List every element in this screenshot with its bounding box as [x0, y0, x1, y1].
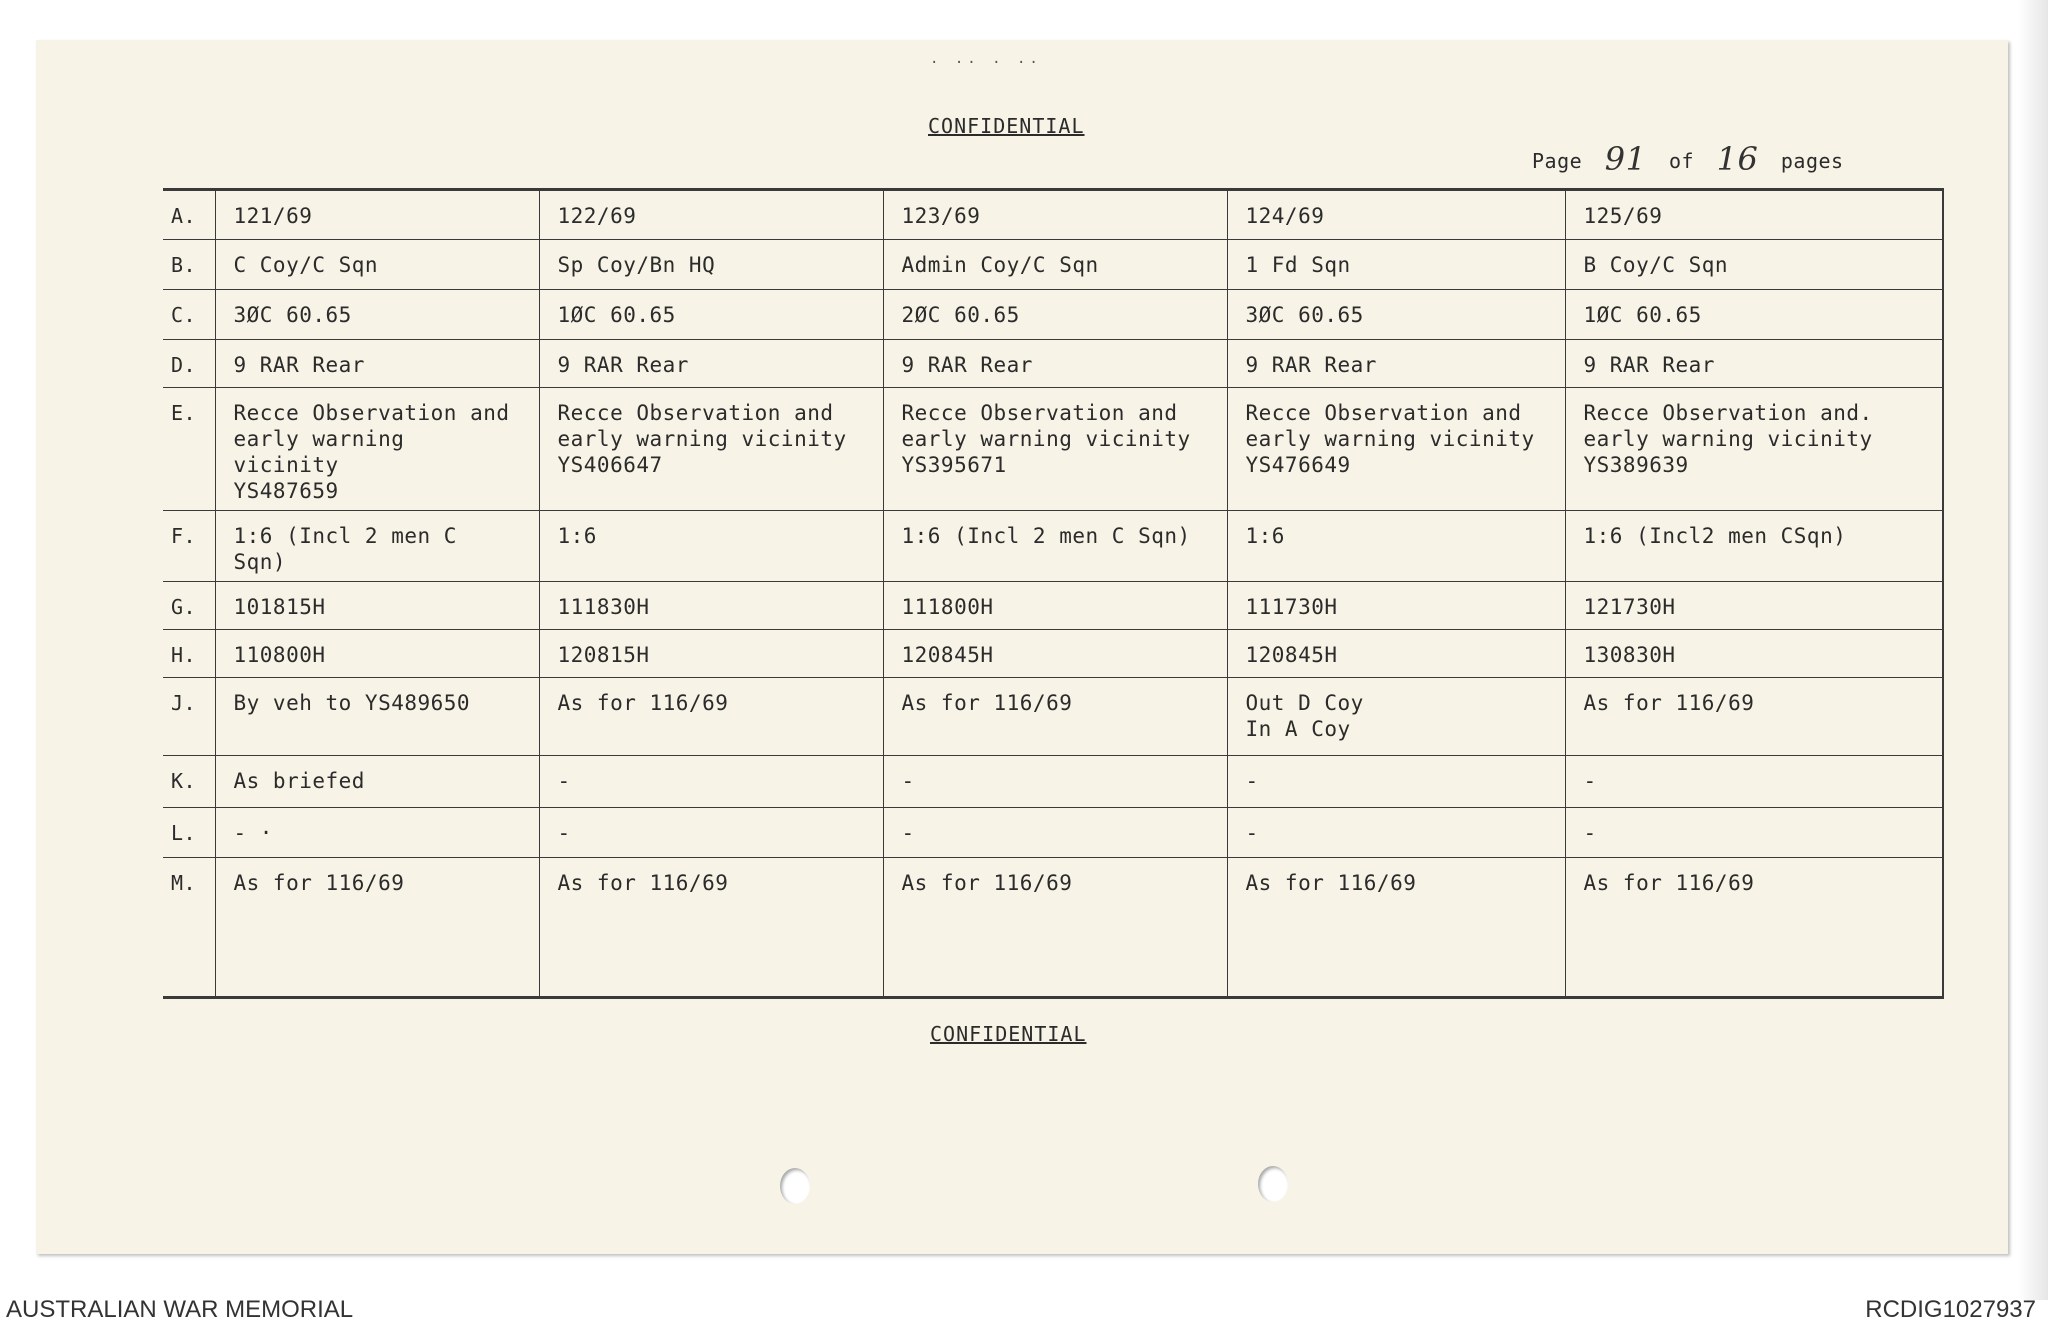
- serials-table: [163, 188, 1944, 999]
- row-label: J.: [163, 678, 215, 756]
- table-row: [163, 582, 1943, 630]
- classification-bottom: CONFIDENTIAL: [930, 1022, 1087, 1046]
- archive-id: RCDIG1027937: [1865, 1296, 2036, 1323]
- row-label: L.: [163, 808, 215, 858]
- table-cell: -: [539, 756, 883, 808]
- table-row: [163, 808, 1943, 858]
- page-edge: [2018, 0, 2048, 1300]
- table-cell: Recce Observation and early warning vicinity YS395671: [883, 388, 1227, 511]
- table-row: [163, 388, 1943, 511]
- table-cell: Recce Observation and. early warning vicinity YS389639: [1565, 388, 1943, 511]
- row-label: C.: [163, 290, 215, 340]
- table-row: [163, 756, 1943, 808]
- punch-hole-right: [1258, 1166, 1288, 1202]
- row-label: H.: [163, 630, 215, 678]
- page-indicator: [1532, 138, 1844, 176]
- table-cell: 1:6 (Incl 2 men C Sqn): [215, 511, 539, 582]
- page-prefix: Page: [1532, 149, 1583, 173]
- table-cell: 9 RAR Rear: [539, 340, 883, 388]
- table-cell: 3ØC 60.65: [1227, 290, 1565, 340]
- table-cell: 1ØC 60.65: [1565, 290, 1943, 340]
- punch-hole-left: [780, 1168, 810, 1204]
- table-cell: 111830H: [539, 582, 883, 630]
- table-cell: Admin Coy/C Sqn: [883, 240, 1227, 290]
- table-cell: 9 RAR Rear: [215, 340, 539, 388]
- table-cell: 125/69: [1565, 190, 1943, 240]
- table-cell: As for 116/69: [215, 858, 539, 998]
- table-cell: Out D Coy In A Coy: [1227, 678, 1565, 756]
- table-cell: - ·: [215, 808, 539, 858]
- table-row: [163, 240, 1943, 290]
- table-cell: 110800H: [215, 630, 539, 678]
- table-cell: 130830H: [1565, 630, 1943, 678]
- row-label: E.: [163, 388, 215, 511]
- table-cell: As for 116/69: [1227, 858, 1565, 998]
- table-cell: As for 116/69: [1565, 858, 1943, 998]
- table-row: [163, 190, 1943, 240]
- table-cell: -: [1227, 808, 1565, 858]
- row-label: D.: [163, 340, 215, 388]
- page-number: 91: [1604, 140, 1647, 178]
- row-label: F.: [163, 511, 215, 582]
- classification-top: CONFIDENTIAL: [928, 114, 1085, 138]
- table-cell: B Coy/C Sqn: [1565, 240, 1943, 290]
- table-cell: 121/69: [215, 190, 539, 240]
- table-cell: 120815H: [539, 630, 883, 678]
- table-cell: 1ØC 60.65: [539, 290, 883, 340]
- table-cell: Recce Observation and early warning vicinity YS487659: [215, 388, 539, 511]
- table-cell: 101815H: [215, 582, 539, 630]
- page-suffix: pages: [1780, 149, 1844, 173]
- table-cell: 122/69: [539, 190, 883, 240]
- table-cell: C Coy/C Sqn: [215, 240, 539, 290]
- table-row: [163, 511, 1943, 582]
- table-cell: -: [539, 808, 883, 858]
- table-cell: -: [1565, 808, 1943, 858]
- row-label: G.: [163, 582, 215, 630]
- table-cell: Recce Observation and early warning vicinity YS476649: [1227, 388, 1565, 511]
- table-cell: 1:6 (Incl 2 men C Sqn): [883, 511, 1227, 582]
- table-cell: 111800H: [883, 582, 1227, 630]
- table-cell: 1:6 (Incl2 men CSqn): [1565, 511, 1943, 582]
- table-cell: 9 RAR Rear: [1227, 340, 1565, 388]
- row-label: B.: [163, 240, 215, 290]
- table-cell: Sp Coy/Bn HQ: [539, 240, 883, 290]
- table-cell: 9 RAR Rear: [883, 340, 1227, 388]
- row-label: A.: [163, 190, 215, 240]
- table-cell: -: [1227, 756, 1565, 808]
- table-cell: 123/69: [883, 190, 1227, 240]
- table-cell: 2ØC 60.65: [883, 290, 1227, 340]
- table-cell: As briefed: [215, 756, 539, 808]
- table-cell: 9 RAR Rear: [1565, 340, 1943, 388]
- table-cell: 1:6: [539, 511, 883, 582]
- table-row: [163, 290, 1943, 340]
- table-row: [163, 858, 1943, 998]
- table-row: [163, 678, 1943, 756]
- table-cell: 111730H: [1227, 582, 1565, 630]
- page-total: 16: [1716, 140, 1759, 178]
- table-row: [163, 340, 1943, 388]
- table-cell: -: [883, 756, 1227, 808]
- table-row: [163, 630, 1943, 678]
- table-cell: -: [883, 808, 1227, 858]
- row-label: K.: [163, 756, 215, 808]
- table-cell: By veh to YS489650: [215, 678, 539, 756]
- table-cell: 124/69: [1227, 190, 1565, 240]
- top-marks: · ·· · ··: [930, 55, 1042, 71]
- table-cell: As for 116/69: [883, 678, 1227, 756]
- row-label: M.: [163, 858, 215, 998]
- table-cell: 3ØC 60.65: [215, 290, 539, 340]
- table-cell: 121730H: [1565, 582, 1943, 630]
- table-cell: Recce Observation and early warning vicinity YS406647: [539, 388, 883, 511]
- table-cell: 1:6: [1227, 511, 1565, 582]
- page-of: of: [1668, 149, 1695, 173]
- table-cell: As for 116/69: [539, 858, 883, 998]
- table-cell: As for 116/69: [1565, 678, 1943, 756]
- archive-name: AUSTRALIAN WAR MEMORIAL: [6, 1296, 354, 1323]
- table-cell: As for 116/69: [539, 678, 883, 756]
- table-cell: 120845H: [1227, 630, 1565, 678]
- table-cell: As for 116/69: [883, 858, 1227, 998]
- table-cell: -: [1565, 756, 1943, 808]
- table-cell: 120845H: [883, 630, 1227, 678]
- table-cell: 1 Fd Sqn: [1227, 240, 1565, 290]
